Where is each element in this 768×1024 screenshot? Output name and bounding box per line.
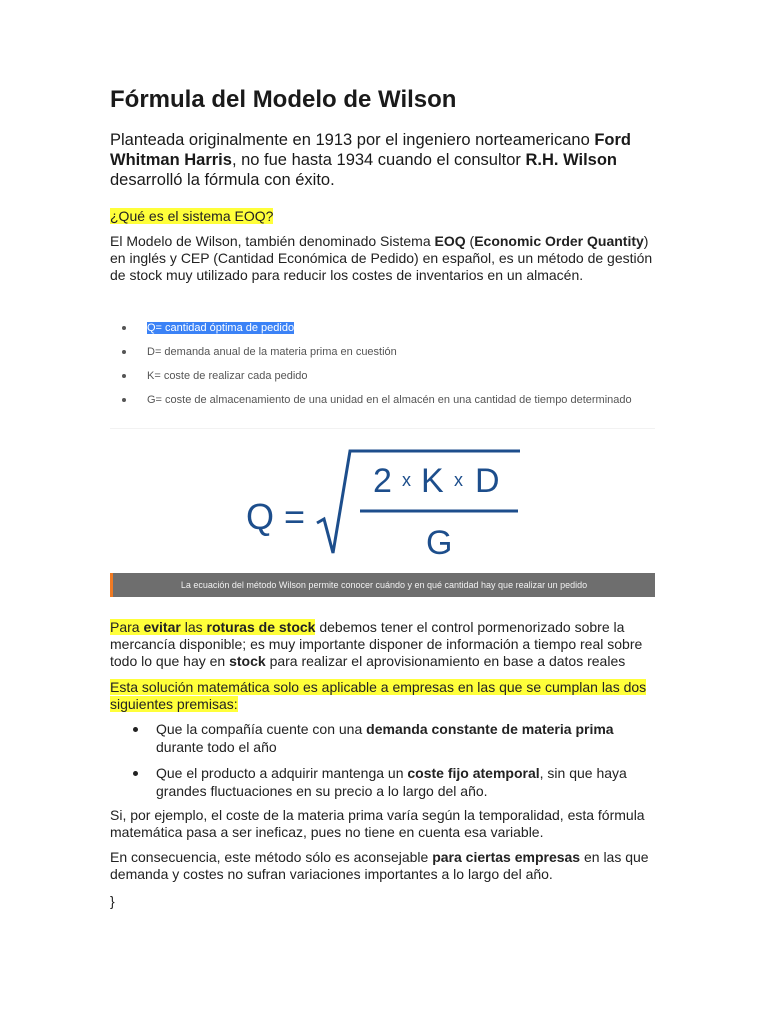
paragraph-eoq-definition <box>110 233 660 284</box>
bold-economic-order-quantity: Economic Order Quantity <box>474 233 644 249</box>
intro-bold-wilson: R.H. Wilson <box>525 151 617 169</box>
highlighted-text: Esta solución matemática solo es aplicable a empresas en las que se cumplan las dos siguientes premisas: <box>110 679 647 712</box>
list-item-text: , sin que haya grandes fluctuaciones en su precio a lo largo del año. <box>156 765 627 799</box>
paragraph-text: en las que demanda y costes no sufran variaciones importantes a lo largo del año. <box>110 849 649 882</box>
page-title: Fórmula del Modelo de Wilson <box>110 86 457 113</box>
paragraph-example: Si, por ejemplo, el coste de la materia prima varía según la temporalidad, esta fórmula matemática pasa a ser ineficaz, pues no tiene en cuenta esa variable. <box>110 807 645 840</box>
intro-paragraph <box>110 130 670 190</box>
variable-item-k: K= coste de realizar cada pedido <box>120 366 665 390</box>
eoq-formula-graphic <box>110 429 655 573</box>
variables-list-image <box>120 318 665 414</box>
bold-evitar: evitar <box>143 619 181 635</box>
paragraph-text: En consecuencia, este método sólo es aconsejable <box>110 849 433 865</box>
image-caption: La ecuación del método Wilson permite conocer cuándo y en qué cantidad hay que realizar un pedido <box>110 573 655 597</box>
paragraph-text: ( <box>465 233 475 249</box>
variable-item-g: G= coste de almacenamiento de una unidad en el almacén en una cantidad de tiempo determinado <box>120 390 665 414</box>
bold-eoq: EOQ <box>434 233 466 249</box>
section-subheading <box>110 207 273 225</box>
bold-demanda-constante: demanda constante de materia prima <box>366 721 614 737</box>
variable-item-q <box>120 318 665 342</box>
paragraph-text: debemos tener el control pormenorizado sobre la mercancía disponible; es muy importante disponer de información a tiempo real sobre todo lo que hay en <box>110 619 643 669</box>
list-item-text: Que el producto a adquirir mantenga un <box>156 765 408 781</box>
bold-roturas-de-stock: roturas de stock <box>206 619 316 635</box>
numerator-k: K <box>421 462 444 500</box>
intro-text: desarrolló la fórmula con éxito. <box>110 171 335 189</box>
paragraph-conclusion <box>110 849 660 883</box>
bold-stock: stock <box>229 653 266 669</box>
paragraph-text: para realizar el aprovisionamiento en base a datos reales <box>265 653 626 669</box>
variable-q-selected: Q= cantidad óptima de pedido <box>147 322 295 334</box>
highlighted-text: Para <box>110 619 144 635</box>
subheading-highlighted: ¿Qué es el sistema EOQ? <box>110 208 274 224</box>
list-item <box>110 720 630 756</box>
paragraph-premises <box>110 679 660 713</box>
paragraph-text: El Modelo de Wilson, también denominado Sistema <box>110 233 435 249</box>
premises-list <box>110 720 630 808</box>
bold-ciertas-empresas: para ciertas empresas <box>432 849 581 865</box>
paragraph-stock-control <box>110 619 660 670</box>
list-item-text: durante todo el año <box>156 739 277 755</box>
numerator-two: 2 <box>373 462 392 500</box>
times-sign: x <box>454 470 463 490</box>
numerator-d: D <box>475 462 500 500</box>
paragraph-text: ) en inglés y CEP (Cantidad Económica de Pedido) en español, es un método de gestión de stock muy utilizado para reducir los costes de inventarios en un almacén. <box>110 233 653 283</box>
list-item <box>110 764 630 800</box>
bold-coste-fijo: coste fijo atemporal <box>407 765 540 781</box>
highlighted-text: las <box>180 619 207 635</box>
closing-brace: } <box>110 893 115 909</box>
intro-text: , no fue hasta 1934 cuando el consultor <box>231 151 526 169</box>
formula-lhs: Q = <box>246 496 306 537</box>
intro-text: Planteada originalmente en 1913 por el ingeniero norteamericano <box>110 131 595 149</box>
times-sign: x <box>402 470 411 490</box>
denominator-g: G <box>426 524 453 562</box>
intro-bold-harris: Ford Whitman Harris <box>110 131 631 169</box>
list-item-text: Que la compañía cuente con una <box>156 721 367 737</box>
formula-image <box>110 428 655 597</box>
variable-item-d: D= demanda anual de la materia prima en cuestión <box>120 342 665 366</box>
